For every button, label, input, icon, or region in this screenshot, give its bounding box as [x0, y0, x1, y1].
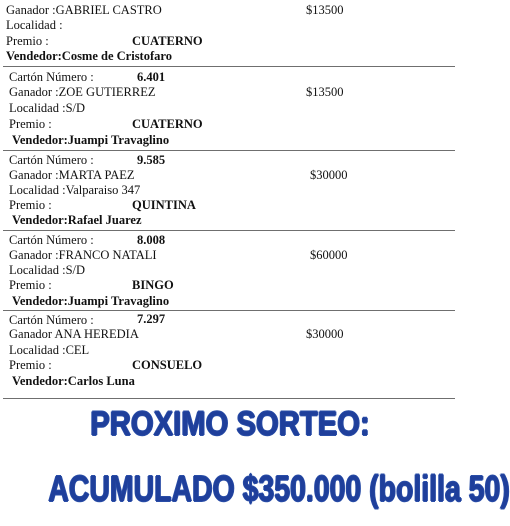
prize-label: Premio : — [6, 34, 49, 48]
locality-line: Localidad :Valparaiso 347 — [9, 183, 141, 197]
prize-label: Premio : — [9, 358, 52, 372]
winner-line: Ganador :FRANCO NATALI — [9, 248, 157, 262]
seller-line: Vendedor:Cosme de Cristofaro — [6, 49, 172, 63]
winner-line: Ganador :MARTA PAEZ — [9, 168, 135, 182]
prize-value: CUATERNO — [132, 117, 203, 131]
carton-number: 8.008 — [137, 233, 166, 247]
seller-line: Vendedor:Juampi Travaglino — [12, 133, 170, 147]
carton-number: 9.585 — [137, 153, 166, 167]
prize-amount: $13500 — [306, 85, 344, 99]
carton-label: Cartón Número : — [9, 70, 94, 84]
carton-label: Cartón Número : — [9, 233, 94, 247]
result-entry-2 — [0, 67, 460, 150]
carton-number: 7.297 — [137, 312, 166, 326]
winner-line: Ganador :GABRIEL CASTRO — [6, 3, 162, 17]
result-entry-5 — [0, 311, 460, 397]
locality-line: Localidad : — [6, 18, 63, 32]
prize-amount: $13500 — [306, 3, 344, 17]
prize-amount: $60000 — [310, 248, 348, 262]
accumulated-heading: ACUMULADO $350.000 (bolilla 50) — [48, 468, 510, 509]
prize-value: BINGO — [132, 278, 174, 292]
winner-line: Ganador ANA HEREDIA — [9, 327, 139, 341]
prize-label: Premio : — [9, 117, 52, 131]
seller-line: Vendedor:Rafael Juarez — [12, 213, 142, 227]
entry-divider — [3, 398, 455, 399]
winner-line: Ganador :ZOE GUTIERREZ — [9, 85, 156, 99]
prize-amount: $30000 — [310, 168, 348, 182]
seller-line: Vendedor:Juampi Travaglino — [12, 294, 170, 308]
carton-label: Cartón Número : — [9, 313, 94, 327]
carton-label: Cartón Número : — [9, 153, 94, 167]
locality-line: Localidad :S/D — [9, 263, 86, 277]
locality-line: Localidad :S/D — [9, 101, 86, 115]
prize-value: CONSUELO — [132, 358, 203, 372]
seller-line: Vendedor:Carlos Luna — [12, 374, 135, 388]
locality-line: Localidad :CEL — [9, 343, 90, 357]
prize-value: QUINTINA — [132, 198, 196, 212]
result-entry-1 — [0, 0, 460, 66]
result-entry-3 — [0, 151, 460, 231]
prize-label: Premio : — [9, 198, 52, 212]
prize-amount: $30000 — [306, 327, 344, 341]
prize-label: Premio : — [9, 278, 52, 292]
prize-value: CUATERNO — [132, 34, 203, 48]
carton-number: 6.401 — [137, 70, 166, 84]
result-entry-4 — [0, 231, 460, 311]
next-draw-heading: PROXIMO SORTEO: — [90, 405, 370, 443]
